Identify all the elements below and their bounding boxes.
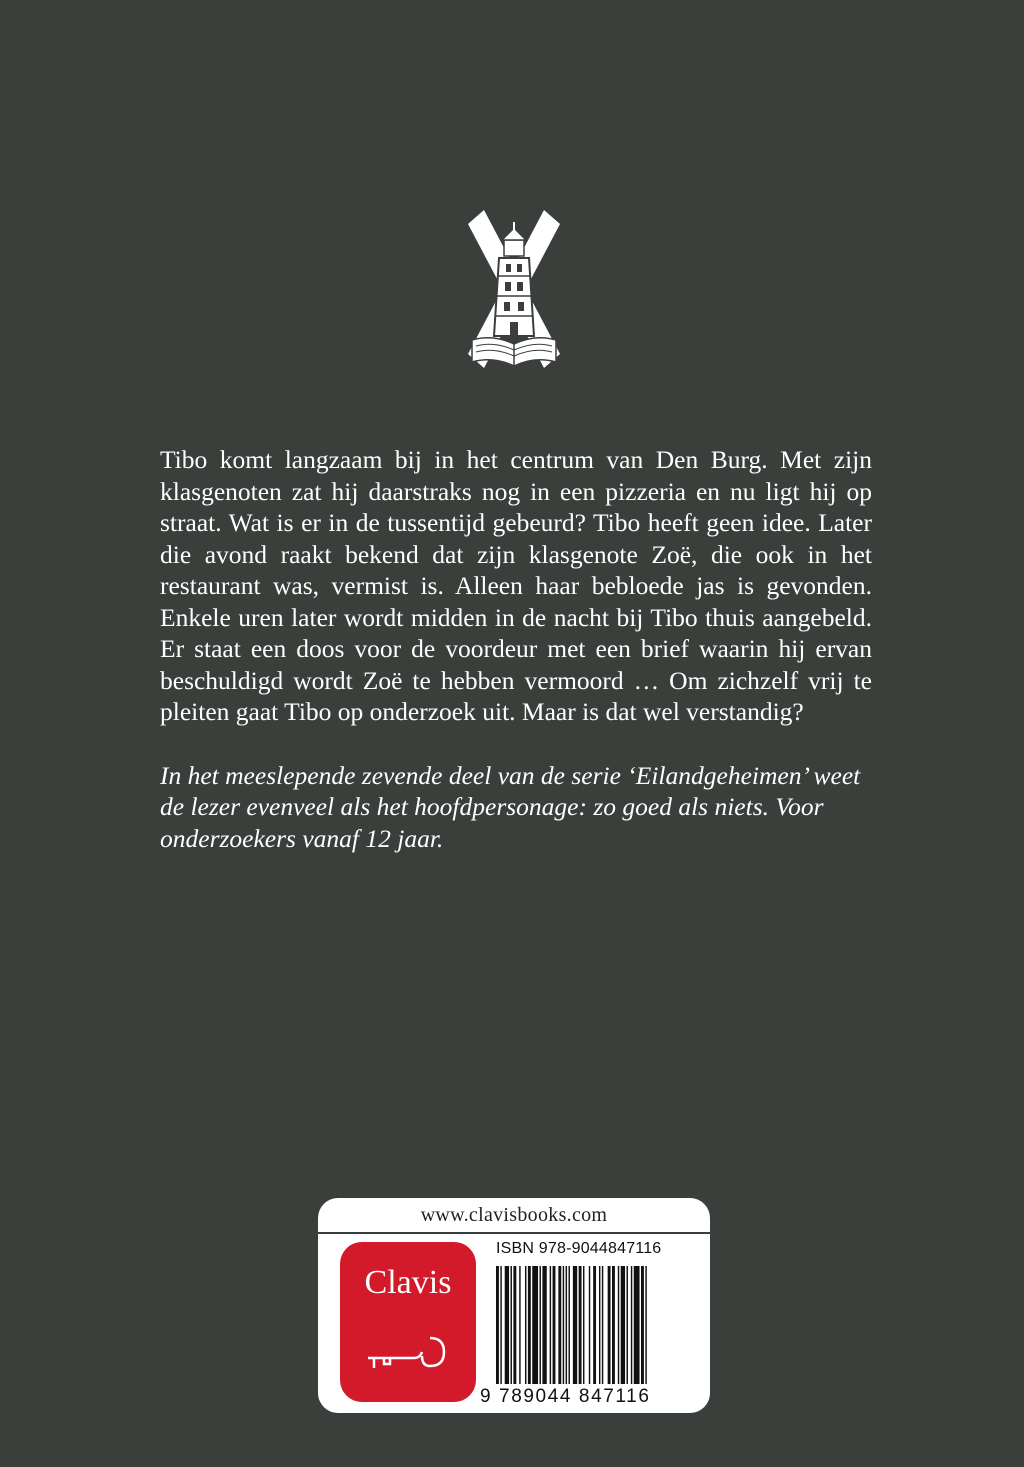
- clavis-logo-text: Clavis: [364, 1264, 452, 1301]
- blurb-text: [160, 444, 872, 854]
- blurb-paragraph-series: In het meeslepende zevende deel van de serie ‘Eilandgeheimen’ weet de lezer evenveel als het hoofdpersonage: zo goed als niets. Voor onderzoekers vanaf 12 jaar.: [160, 760, 861, 853]
- label-divider: [318, 1232, 710, 1234]
- barcode: [494, 1266, 694, 1384]
- key-icon: [364, 1330, 456, 1374]
- lighthouse-on-book-icon: [468, 210, 560, 370]
- barcode-label: [318, 1198, 710, 1413]
- clavis-logo: [340, 1242, 476, 1402]
- barcode-digits: 9 789044 847116: [480, 1386, 651, 1407]
- website-url[interactable]: www.clavisbooks.com: [420, 1204, 608, 1226]
- isbn-number: ISBN 978-9044847116: [496, 1240, 662, 1257]
- blurb-paragraph-summary: Tibo komt langzaam bij in het centrum van Den Burg. Met zijn klasgenoten zat hij daarstraks nog in een pizzeria en nu ligt hij op straat. Wat is er in de tussentijd gebeurd? Tibo heeft geen idee. Later die avond raakt bekend dat zijn klasgenote Zoë, die ook in het restaurant was, vermist is. Alleen haar bebloede jas is gevonden. Enkele uren later wordt midden in de nacht bij Tibo thuis aangebeld. Er staat een doos voor de voordeur met een brief waarin hij ervan beschuldigd wordt Zoë te hebben vermoord … Om zichzelf vrij te pleiten gaat Tibo op onderzoek uit. Maar is dat wel verstandig?: [160, 445, 872, 726]
